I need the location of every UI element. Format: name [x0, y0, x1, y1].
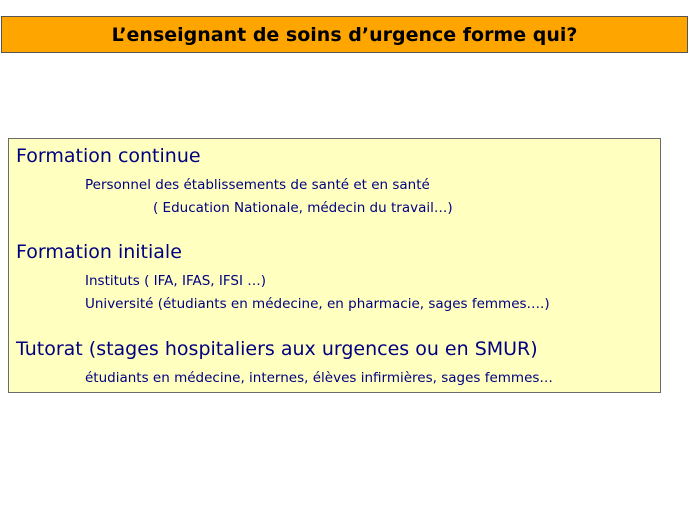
section-heading-formation-continue: Formation continue [16, 145, 201, 167]
slide-title: L’enseignant de soins d’urgence forme qui? [111, 23, 578, 46]
section-line: ( Education Nationale, médecin du travail…) [153, 200, 453, 216]
content-box [8, 138, 661, 393]
section-line: Université (étudiants en médecine, en pharmacie, sages femmes….) [85, 296, 550, 312]
section-line: étudiants en médecine, internes, élèves infirmières, sages femmes… [85, 370, 553, 386]
section-line: Instituts ( IFA, IFAS, IFSI …) [85, 273, 266, 289]
section-heading-formation-initiale: Formation initiale [16, 241, 182, 263]
section-heading-tutorat: Tutorat (stages hospitaliers aux urgences ou en SMUR) [16, 338, 538, 360]
section-line: Personnel des établissements de santé et en santé [85, 177, 430, 193]
slide-title-bar [1, 16, 688, 53]
